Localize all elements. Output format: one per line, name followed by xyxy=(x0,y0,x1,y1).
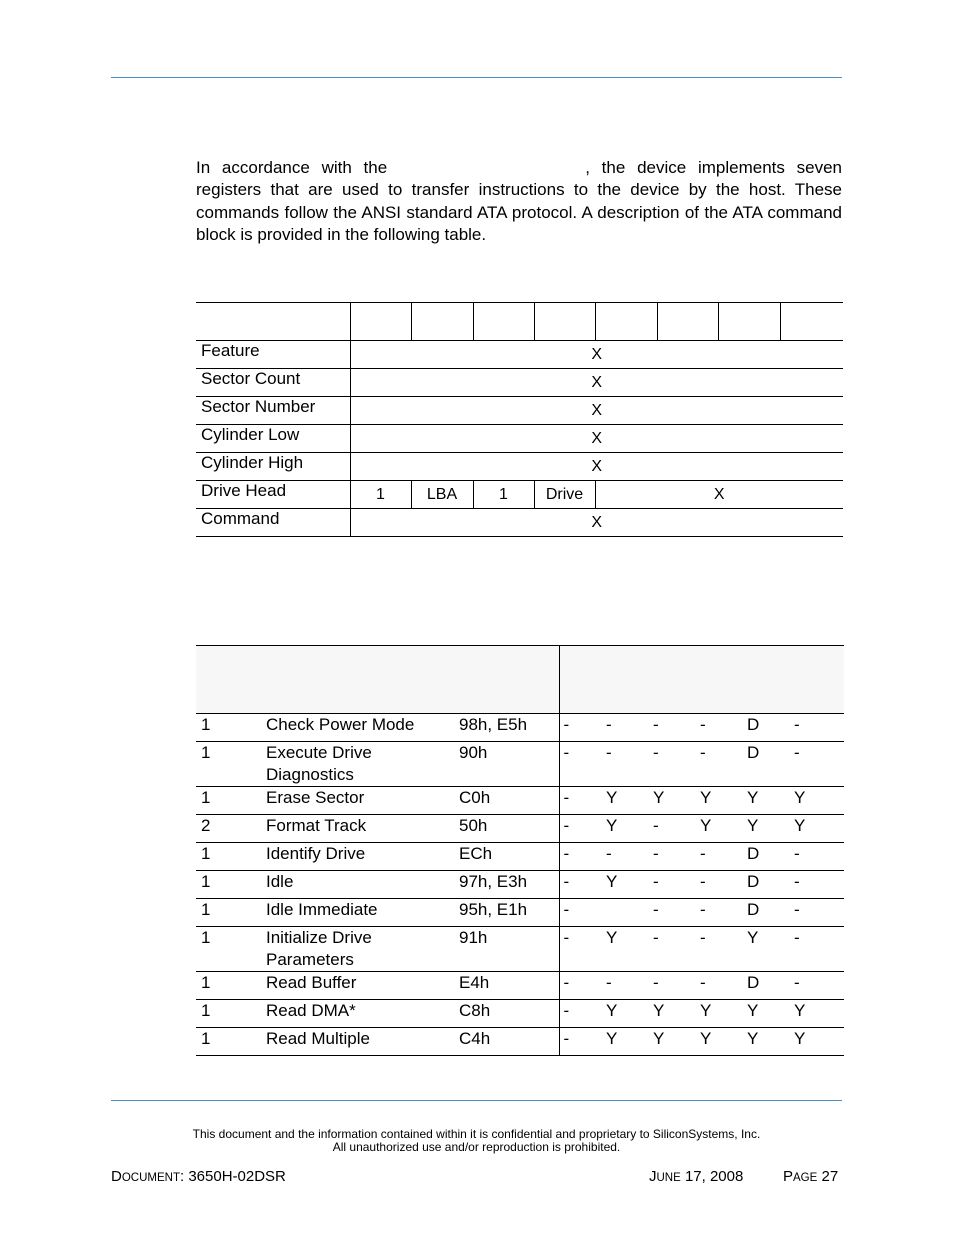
register-name: Cylinder High xyxy=(196,453,350,481)
command-flag: - xyxy=(606,742,653,787)
register-value: X xyxy=(350,509,843,537)
command-name: Read Buffer xyxy=(266,972,459,1000)
register-name: Sector Count xyxy=(196,369,350,397)
intro-paragraph xyxy=(196,157,842,246)
command-flag: - xyxy=(559,742,606,787)
command-class: 1 xyxy=(196,714,266,742)
command-flag: - xyxy=(794,927,844,972)
command-row xyxy=(196,843,844,871)
command-flag: - xyxy=(559,815,606,843)
command-name: Read Multiple xyxy=(266,1028,459,1056)
command-flag: Y xyxy=(606,1028,653,1056)
command-flag: - xyxy=(700,871,747,899)
command-flag: - xyxy=(559,927,606,972)
command-flag: D xyxy=(747,843,794,871)
register-bit-bit4: Drive xyxy=(534,481,595,509)
register-row xyxy=(196,369,843,397)
command-code: 97h, E3h xyxy=(459,871,559,899)
command-code: C8h xyxy=(459,1000,559,1028)
register-row xyxy=(196,453,843,481)
command-class: 1 xyxy=(196,972,266,1000)
command-flag: - xyxy=(700,972,747,1000)
register-name: Feature xyxy=(196,341,350,369)
command-flag: - xyxy=(559,787,606,815)
register-value: X xyxy=(350,341,843,369)
register-row xyxy=(196,481,843,509)
command-flag: Y xyxy=(794,815,844,843)
command-flag: - xyxy=(794,972,844,1000)
command-code: ECh xyxy=(459,843,559,871)
command-row xyxy=(196,1028,844,1056)
command-flag: - xyxy=(653,972,700,1000)
command-row xyxy=(196,871,844,899)
command-row xyxy=(196,927,844,972)
command-flag: - xyxy=(606,714,653,742)
header-rule xyxy=(111,77,842,78)
notice-line-2: All unauthorized use and/or reproduction is prohibited. xyxy=(332,1140,621,1154)
command-flag: D xyxy=(747,714,794,742)
notice-line-1: This document and the information contained within it is confidential and proprietary to SiliconSystems, Inc. xyxy=(192,1127,761,1141)
command-name: Check Power Mode xyxy=(266,714,459,742)
command-flag: Y xyxy=(747,1028,794,1056)
register-table-header xyxy=(196,303,843,341)
command-name: Idle xyxy=(266,871,459,899)
command-flag: - xyxy=(653,815,700,843)
command-table-header xyxy=(196,646,844,714)
intro-text-before: In accordance with the xyxy=(196,158,388,177)
command-flag: - xyxy=(794,843,844,871)
command-flag: D xyxy=(747,742,794,787)
register-row xyxy=(196,341,843,369)
command-flag: D xyxy=(747,899,794,927)
command-class: 1 xyxy=(196,871,266,899)
command-class: 1 xyxy=(196,787,266,815)
command-flag: Y xyxy=(606,815,653,843)
command-flag: - xyxy=(794,899,844,927)
command-code: 91h xyxy=(459,927,559,972)
register-row xyxy=(196,397,843,425)
command-flag: Y xyxy=(606,871,653,899)
command-code: 90h xyxy=(459,742,559,787)
command-flag: Y xyxy=(606,927,653,972)
register-name: Cylinder Low xyxy=(196,425,350,453)
command-class: 2 xyxy=(196,815,266,843)
command-code: C0h xyxy=(459,787,559,815)
command-row xyxy=(196,787,844,815)
command-flag: Y xyxy=(794,1000,844,1028)
command-row xyxy=(196,742,844,787)
command-flag: - xyxy=(700,927,747,972)
command-code: C4h xyxy=(459,1028,559,1056)
command-flag: Y xyxy=(653,787,700,815)
command-flag: - xyxy=(700,843,747,871)
command-class: 1 xyxy=(196,899,266,927)
command-table xyxy=(196,645,844,1056)
command-flag: - xyxy=(653,843,700,871)
command-flag: - xyxy=(700,899,747,927)
command-flag: - xyxy=(653,742,700,787)
command-flag: - xyxy=(559,714,606,742)
command-flag: D xyxy=(747,972,794,1000)
command-flag: - xyxy=(653,927,700,972)
command-code: 50h xyxy=(459,815,559,843)
command-flag: - xyxy=(794,871,844,899)
command-row xyxy=(196,899,844,927)
command-flag: D xyxy=(747,871,794,899)
document-date: JUNE 17, 2008 xyxy=(649,1168,744,1185)
command-class: 1 xyxy=(196,742,266,787)
command-name: Idle Immediate xyxy=(266,899,459,927)
command-flag: - xyxy=(794,714,844,742)
command-row xyxy=(196,972,844,1000)
command-flag: Y xyxy=(606,787,653,815)
command-flag: - xyxy=(653,899,700,927)
register-bit-bit7: 1 xyxy=(350,481,411,509)
register-row xyxy=(196,425,843,453)
command-flag: Y xyxy=(653,1000,700,1028)
register-bit-bit6: LBA xyxy=(411,481,473,509)
command-flag: - xyxy=(653,871,700,899)
command-flag: - xyxy=(559,871,606,899)
command-flag: Y xyxy=(700,1028,747,1056)
command-flag: - xyxy=(700,742,747,787)
document-number: DOCUMENT: 3650H-02DSR xyxy=(111,1168,286,1185)
register-value: X xyxy=(350,369,843,397)
register-value: X xyxy=(350,425,843,453)
command-code: 95h, E1h xyxy=(459,899,559,927)
register-name: Sector Number xyxy=(196,397,350,425)
command-flag xyxy=(606,899,653,927)
command-flag: - xyxy=(559,1028,606,1056)
command-flag: - xyxy=(700,714,747,742)
command-flag: - xyxy=(606,972,653,1000)
command-flag: - xyxy=(559,972,606,1000)
command-flag: - xyxy=(794,742,844,787)
command-class: 1 xyxy=(196,843,266,871)
command-flag: - xyxy=(559,1000,606,1028)
confidentiality-notice xyxy=(111,1128,842,1154)
command-flag: Y xyxy=(700,787,747,815)
command-flag: Y xyxy=(747,787,794,815)
command-flag: Y xyxy=(606,1000,653,1028)
command-flag: Y xyxy=(794,1028,844,1056)
command-code: E4h xyxy=(459,972,559,1000)
command-flag: Y xyxy=(747,815,794,843)
intro-text-after: , the device implements seven registers that are used to transfer instructions to the device by the host. These commands follow the ANSI standard ATA protocol. A description of the ATA command block is provided in the following table. xyxy=(196,158,842,244)
command-flag: - xyxy=(606,843,653,871)
footer-rule xyxy=(111,1100,842,1101)
command-flag: Y xyxy=(747,927,794,972)
register-table xyxy=(196,302,843,537)
register-value: X xyxy=(595,481,843,509)
command-class: 1 xyxy=(196,1028,266,1056)
register-name: Command xyxy=(196,509,350,537)
command-name: Erase Sector xyxy=(266,787,459,815)
command-flag: - xyxy=(559,899,606,927)
command-flag: - xyxy=(653,714,700,742)
register-name: Drive Head xyxy=(196,481,350,509)
command-flag: Y xyxy=(794,787,844,815)
command-name: Initialize Drive Parameters xyxy=(266,927,459,972)
command-flag: - xyxy=(559,843,606,871)
command-name: Read DMA* xyxy=(266,1000,459,1028)
command-name: Execute Drive Diagnostics xyxy=(266,742,459,787)
command-class: 1 xyxy=(196,1000,266,1028)
command-name: Format Track xyxy=(266,815,459,843)
command-row xyxy=(196,815,844,843)
command-flag: Y xyxy=(700,815,747,843)
command-flag: Y xyxy=(700,1000,747,1028)
command-flag: Y xyxy=(653,1028,700,1056)
command-row xyxy=(196,1000,844,1028)
command-flag: Y xyxy=(747,1000,794,1028)
command-name: Identify Drive xyxy=(266,843,459,871)
command-row xyxy=(196,714,844,742)
register-value: X xyxy=(350,397,843,425)
register-row xyxy=(196,509,843,537)
command-class: 1 xyxy=(196,927,266,972)
register-bit-bit5: 1 xyxy=(473,481,534,509)
register-value: X xyxy=(350,453,843,481)
command-code: 98h, E5h xyxy=(459,714,559,742)
page-number: PAGE 27 xyxy=(783,1168,839,1185)
